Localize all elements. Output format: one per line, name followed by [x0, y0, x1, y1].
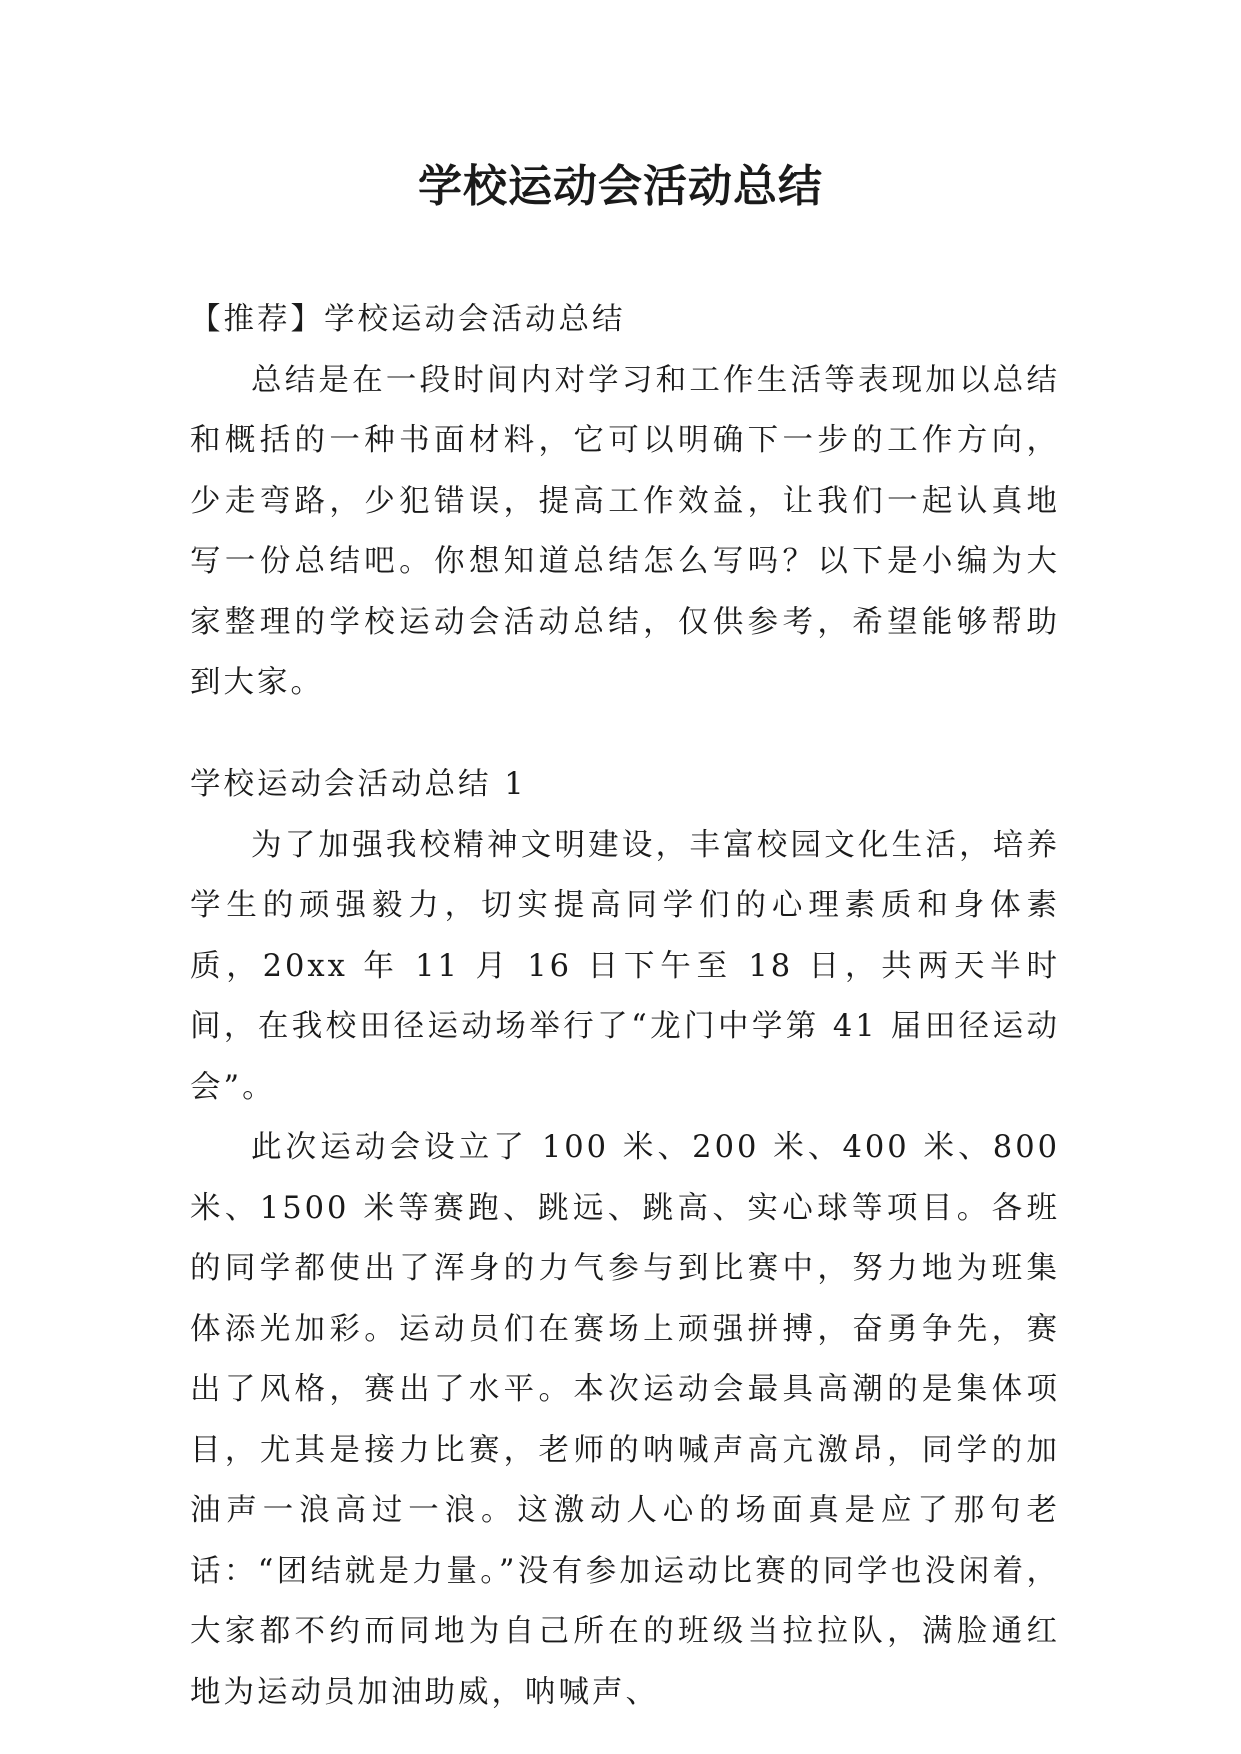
- section-1-paragraph-2: 此次运动会设立了 100 米、200 米、400 米、800 米、1500 米等赛跑、跳远、跳高、实心球等项目。各班的同学都使出了浑身的力气参与到比赛中，努力地为班集体添光加彩。运动员们在赛场上顽强拼搏，奋勇争先，赛出了风格，赛出了水平。本次运动会最具高潮的是集体项目，尤其是接力比赛，老师的呐喊声高亢激昂，同学的加油声一浪高过一浪。这激动人心的场面真是应了那句老话：“团结就是力量。”没有参加运动比赛的同学也没闲着，大家都不约而同地为自己所在的班级当拉拉队，满脸通红地为运动员加油助威，呐喊声、: [190, 1130, 1060, 1710]
- intro-heading: 【推荐】学校运动会活动总结: [190, 302, 626, 337]
- section-1-heading: 学校运动会活动总结 1: [190, 767, 527, 802]
- section-1-paragraph-1: 为了加强我校精神文明建设，丰富校园文化生活，培养学生的顽强毅力，切实提高同学们的心理素质和身体素质，20xx 年 11 月 16 日下午至 18 日，共两天半时间，在我校田径运动场举行了“龙门中学第 41 届田径运动会”。: [190, 827, 1060, 1105]
- document-title: 学校运动会活动总结: [418, 161, 823, 212]
- intro-section: [190, 290, 1060, 714]
- section-1: [190, 755, 1060, 1723]
- intro-paragraph: 总结是在一段时间内对学习和工作生活等表现加以总结和概括的一种书面材料，它可以明确下一步的工作方向，少走弯路，少犯错误，提高工作效益，让我们一起认真地写一份总结吧。你想知道总结怎么写吗？以下是小编为大家整理的学校运动会活动总结，仅供参考，希望能够帮助到大家。: [190, 362, 1060, 700]
